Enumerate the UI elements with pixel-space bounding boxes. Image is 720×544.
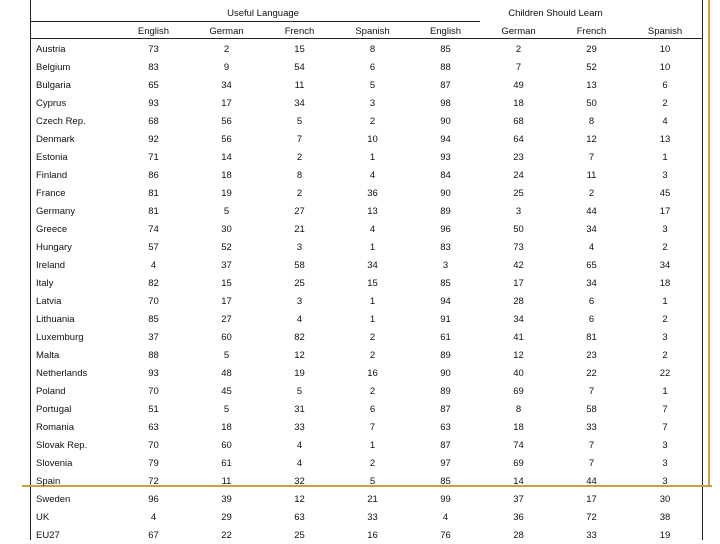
country-cell: Estonia xyxy=(36,151,68,163)
value-cell: 85 xyxy=(440,277,451,289)
table-row xyxy=(30,148,702,166)
value-cell: 17 xyxy=(586,493,597,505)
table-row xyxy=(30,130,702,148)
value-cell: 65 xyxy=(586,259,597,271)
value-cell: 1 xyxy=(662,295,668,307)
country-cell: Malta xyxy=(36,349,60,361)
value-cell: 99 xyxy=(440,493,451,505)
right-rule xyxy=(702,0,703,540)
value-cell: 3 xyxy=(296,241,303,253)
table-row xyxy=(30,166,702,184)
value-cell: 16 xyxy=(367,367,378,379)
table-row xyxy=(30,490,702,508)
value-cell: 50 xyxy=(513,223,524,235)
value-cell: 68 xyxy=(148,115,159,127)
value-cell: 4 xyxy=(369,223,376,235)
country-cell: Slovak Rep. xyxy=(36,439,88,451)
country-cell: Germany xyxy=(36,205,76,217)
value-cell: 17 xyxy=(221,295,232,307)
value-cell: 63 xyxy=(148,421,159,433)
value-cell: 81 xyxy=(148,205,159,217)
value-cell: 3 xyxy=(662,475,668,487)
value-cell: 86 xyxy=(148,169,159,181)
value-cell: 45 xyxy=(659,187,671,199)
value-cell: 90 xyxy=(440,367,451,379)
value-cell: 2 xyxy=(369,331,376,343)
value-cell: 52 xyxy=(221,241,232,253)
value-cell: 22 xyxy=(659,367,671,379)
value-cell: 37 xyxy=(513,493,524,505)
value-cell: 7 xyxy=(515,61,522,73)
value-cell: 34 xyxy=(513,313,524,325)
value-cell: 51 xyxy=(148,403,159,415)
value-cell: 87 xyxy=(440,79,451,91)
value-cell: 87 xyxy=(440,439,451,451)
value-cell: 15 xyxy=(221,277,232,289)
value-cell: 3 xyxy=(662,169,668,181)
value-cell: 33 xyxy=(586,421,597,433)
value-cell: 24 xyxy=(513,169,524,181)
value-cell: 93 xyxy=(148,97,159,109)
value-cell: 2 xyxy=(296,187,303,199)
table-row xyxy=(30,328,702,346)
value-cell: 58 xyxy=(294,259,305,271)
value-cell: 93 xyxy=(148,367,159,379)
country-cell: Poland xyxy=(36,385,66,397)
country-cell: Italy xyxy=(36,277,54,289)
value-cell: 70 xyxy=(148,439,159,451)
value-cell: 4 xyxy=(588,241,595,253)
value-cell: 63 xyxy=(440,421,451,433)
value-cell: 3 xyxy=(662,223,668,235)
value-cell: 21 xyxy=(367,493,378,505)
column-header: Spanish xyxy=(647,26,683,37)
value-cell: 23 xyxy=(586,349,597,361)
value-cell: 22 xyxy=(221,529,232,541)
value-cell: 2 xyxy=(296,151,303,163)
value-cell: 1 xyxy=(369,295,376,307)
value-cell: 10 xyxy=(367,133,378,145)
value-cell: 85 xyxy=(148,313,159,325)
value-cell: 91 xyxy=(440,313,451,325)
value-cell: 65 xyxy=(148,79,159,91)
value-cell: 34 xyxy=(659,259,671,271)
value-cell: 3 xyxy=(515,205,522,217)
value-cell: 31 xyxy=(294,403,305,415)
country-cell: Austria xyxy=(36,43,66,55)
table-row xyxy=(30,94,702,112)
value-cell: 7 xyxy=(662,421,668,433)
value-cell: 84 xyxy=(440,169,451,181)
value-cell: 87 xyxy=(440,403,451,415)
table-row xyxy=(30,418,702,436)
value-cell: 96 xyxy=(440,223,451,235)
value-cell: 94 xyxy=(440,295,451,307)
value-cell: 8 xyxy=(515,403,522,415)
country-cell: Czech Rep. xyxy=(36,115,86,127)
value-cell: 93 xyxy=(440,151,451,163)
value-cell: 5 xyxy=(296,385,303,397)
table-row xyxy=(30,454,702,472)
value-cell: 27 xyxy=(221,313,232,325)
value-cell: 56 xyxy=(221,115,232,127)
value-cell: 2 xyxy=(515,43,522,55)
value-cell: 15 xyxy=(294,43,305,55)
value-cell: 50 xyxy=(586,97,597,109)
value-cell: 64 xyxy=(513,133,524,145)
value-cell: 34 xyxy=(367,259,378,271)
value-cell: 97 xyxy=(440,457,451,469)
value-cell: 2 xyxy=(369,457,376,469)
value-cell: 7 xyxy=(588,439,595,451)
value-cell: 11 xyxy=(221,475,232,487)
value-cell: 39 xyxy=(221,493,232,505)
value-cell: 85 xyxy=(440,43,451,55)
value-cell: 70 xyxy=(148,385,159,397)
value-cell: 29 xyxy=(221,511,232,523)
value-cell: 2 xyxy=(662,313,668,325)
value-cell: 38 xyxy=(659,511,671,523)
value-cell: 73 xyxy=(148,43,159,55)
value-cell: 74 xyxy=(513,439,524,451)
table-row xyxy=(30,472,702,490)
country-cell: Denmark xyxy=(36,133,75,145)
value-cell: 82 xyxy=(294,331,305,343)
value-cell: 2 xyxy=(369,115,376,127)
value-cell: 61 xyxy=(221,457,232,469)
country-cell: Greece xyxy=(36,223,68,235)
value-cell: 90 xyxy=(440,187,451,199)
value-cell: 56 xyxy=(221,133,232,145)
value-cell: 1 xyxy=(369,241,376,253)
table-row xyxy=(30,364,702,382)
value-cell: 34 xyxy=(221,79,232,91)
country-cell: Romania xyxy=(36,421,75,433)
value-cell: 37 xyxy=(221,259,232,271)
value-cell: 58 xyxy=(586,403,597,415)
value-cell: 3 xyxy=(662,331,668,343)
value-cell: 1 xyxy=(662,385,668,397)
value-cell: 6 xyxy=(588,295,595,307)
value-cell: 1 xyxy=(369,439,376,451)
value-cell: 34 xyxy=(294,97,305,109)
highlight-side-rule xyxy=(708,0,710,487)
value-cell: 81 xyxy=(148,187,159,199)
value-cell: 7 xyxy=(662,403,668,415)
value-cell: 61 xyxy=(440,331,451,343)
value-cell: 12 xyxy=(294,493,305,505)
country-cell: Belgium xyxy=(36,61,71,73)
value-cell: 7 xyxy=(588,151,595,163)
table-row xyxy=(30,76,702,94)
value-cell: 79 xyxy=(148,457,159,469)
value-cell: 42 xyxy=(513,259,524,271)
value-cell: 73 xyxy=(513,241,524,253)
value-cell: 4 xyxy=(150,511,157,523)
value-cell: 1 xyxy=(369,313,376,325)
value-cell: 17 xyxy=(513,277,524,289)
column-header: French xyxy=(576,26,607,37)
country-cell: Lithuania xyxy=(36,313,75,325)
value-cell: 71 xyxy=(148,151,159,163)
value-cell: 9 xyxy=(223,61,230,73)
value-cell: 33 xyxy=(367,511,378,523)
value-cell: 2 xyxy=(662,241,668,253)
value-cell: 28 xyxy=(513,529,524,541)
value-cell: 11 xyxy=(586,169,597,181)
value-cell: 36 xyxy=(513,511,524,523)
value-cell: 76 xyxy=(440,529,451,541)
value-cell: 82 xyxy=(148,277,159,289)
country-cell: Netherlands xyxy=(36,367,88,379)
country-cell: Portugal xyxy=(36,403,72,415)
table-row xyxy=(30,238,702,256)
table-row xyxy=(30,274,702,292)
value-cell: 89 xyxy=(440,205,451,217)
value-cell: 88 xyxy=(148,349,159,361)
value-cell: 33 xyxy=(586,529,597,541)
table-row xyxy=(30,310,702,328)
value-cell: 88 xyxy=(440,61,451,73)
value-cell: 13 xyxy=(367,205,378,217)
value-cell: 30 xyxy=(659,493,671,505)
value-cell: 14 xyxy=(513,475,524,487)
country-cell: France xyxy=(36,187,66,199)
value-cell: 94 xyxy=(440,133,451,145)
value-cell: 69 xyxy=(513,457,524,469)
table-row xyxy=(30,112,702,130)
value-cell: 2 xyxy=(223,43,230,55)
column-header: English xyxy=(429,26,462,37)
table-row xyxy=(30,256,702,274)
table-row xyxy=(30,382,702,400)
value-cell: 4 xyxy=(296,439,303,451)
country-cell: Hungary xyxy=(36,241,72,253)
value-cell: 8 xyxy=(369,43,376,55)
value-cell: 40 xyxy=(513,367,524,379)
value-cell: 2 xyxy=(369,349,376,361)
column-header: German xyxy=(501,26,536,37)
value-cell: 83 xyxy=(440,241,451,253)
group-header-row xyxy=(30,4,702,23)
value-cell: 45 xyxy=(221,385,232,397)
value-cell: 68 xyxy=(513,115,524,127)
value-cell: 4 xyxy=(150,259,157,271)
value-cell: 13 xyxy=(586,79,597,91)
value-cell: 29 xyxy=(586,43,597,55)
value-cell: 27 xyxy=(294,205,305,217)
value-cell: 34 xyxy=(586,223,597,235)
value-cell: 2 xyxy=(662,349,668,361)
value-cell: 12 xyxy=(586,133,597,145)
value-cell: 13 xyxy=(659,133,671,145)
value-cell: 44 xyxy=(586,475,597,487)
value-cell: 3 xyxy=(662,457,668,469)
value-cell: 54 xyxy=(294,61,305,73)
value-cell: 2 xyxy=(662,97,668,109)
value-cell: 3 xyxy=(662,439,668,451)
value-cell: 57 xyxy=(148,241,159,253)
value-cell: 4 xyxy=(442,511,449,523)
value-cell: 60 xyxy=(221,439,232,451)
value-cell: 72 xyxy=(586,511,597,523)
value-cell: 34 xyxy=(586,277,597,289)
value-cell: 74 xyxy=(148,223,159,235)
value-cell: 4 xyxy=(369,169,376,181)
value-cell: 6 xyxy=(588,313,595,325)
value-cell: 41 xyxy=(513,331,524,343)
value-cell: 8 xyxy=(296,169,303,181)
value-cell: 25 xyxy=(294,529,305,541)
value-cell: 18 xyxy=(513,97,524,109)
country-cell: EU27 xyxy=(36,529,60,541)
value-cell: 7 xyxy=(369,421,376,433)
country-cell: Luxemburg xyxy=(36,331,84,343)
country-cell: Spain xyxy=(36,475,61,487)
value-cell: 90 xyxy=(440,115,451,127)
value-cell: 10 xyxy=(659,43,671,55)
value-cell: 30 xyxy=(221,223,232,235)
value-cell: 72 xyxy=(148,475,159,487)
value-cell: 3 xyxy=(442,259,449,271)
value-cell: 21 xyxy=(294,223,305,235)
value-cell: 48 xyxy=(221,367,232,379)
value-cell: 32 xyxy=(294,475,305,487)
column-header-row xyxy=(30,23,702,40)
value-cell: 5 xyxy=(369,79,376,91)
value-cell: 22 xyxy=(586,367,597,379)
value-cell: 81 xyxy=(586,331,597,343)
value-cell: 92 xyxy=(148,133,159,145)
table-row xyxy=(30,58,702,76)
value-cell: 98 xyxy=(440,97,451,109)
value-cell: 4 xyxy=(662,115,668,127)
value-cell: 70 xyxy=(148,295,159,307)
value-cell: 17 xyxy=(659,205,671,217)
country-cell: Bulgaria xyxy=(36,79,71,91)
value-cell: 52 xyxy=(586,61,597,73)
value-cell: 19 xyxy=(659,529,671,541)
value-cell: 3 xyxy=(369,97,376,109)
value-cell: 1 xyxy=(369,151,376,163)
value-cell: 25 xyxy=(513,187,524,199)
country-cell: Ireland xyxy=(36,259,66,271)
value-cell: 12 xyxy=(513,349,524,361)
value-cell: 1 xyxy=(662,151,668,163)
value-cell: 4 xyxy=(296,457,303,469)
value-cell: 18 xyxy=(513,421,524,433)
table-row xyxy=(30,346,702,364)
column-header: French xyxy=(284,26,315,37)
value-cell: 89 xyxy=(440,385,451,397)
table-row xyxy=(30,220,702,238)
value-cell: 19 xyxy=(221,187,232,199)
value-cell: 83 xyxy=(148,61,159,73)
value-cell: 17 xyxy=(221,97,232,109)
value-cell: 6 xyxy=(662,79,668,91)
group-header-children: Children Should Learn xyxy=(508,8,603,19)
column-header: German xyxy=(209,26,244,37)
value-cell: 67 xyxy=(148,529,159,541)
value-cell: 5 xyxy=(223,205,230,217)
table-row xyxy=(30,508,702,526)
country-cell: UK xyxy=(36,511,50,523)
value-cell: 7 xyxy=(588,457,595,469)
table-row xyxy=(30,436,702,454)
value-cell: 10 xyxy=(659,61,671,73)
value-cell: 12 xyxy=(294,349,305,361)
country-cell: Slovenia xyxy=(36,457,73,469)
value-cell: 7 xyxy=(296,133,303,145)
country-cell: Latvia xyxy=(36,295,62,307)
value-cell: 25 xyxy=(294,277,305,289)
value-cell: 2 xyxy=(369,385,376,397)
value-cell: 28 xyxy=(513,295,524,307)
value-cell: 5 xyxy=(369,475,376,487)
value-cell: 6 xyxy=(369,61,376,73)
value-cell: 23 xyxy=(513,151,524,163)
value-cell: 33 xyxy=(294,421,305,433)
language-table xyxy=(30,4,702,544)
value-cell: 8 xyxy=(588,115,595,127)
value-cell: 4 xyxy=(296,313,303,325)
value-cell: 16 xyxy=(367,529,378,541)
value-cell: 18 xyxy=(221,421,232,433)
value-cell: 69 xyxy=(513,385,524,397)
value-cell: 89 xyxy=(440,349,451,361)
column-header: English xyxy=(137,26,170,37)
value-cell: 6 xyxy=(369,403,376,415)
table-row xyxy=(30,526,702,544)
country-cell: Finland xyxy=(36,169,68,181)
table-row xyxy=(30,202,702,220)
value-cell: 36 xyxy=(367,187,378,199)
value-cell: 5 xyxy=(223,403,230,415)
country-cell: Cyprus xyxy=(36,97,67,109)
value-cell: 5 xyxy=(223,349,230,361)
value-cell: 85 xyxy=(440,475,451,487)
table-row xyxy=(30,184,702,202)
group-header-useful: Useful Language xyxy=(227,8,299,19)
value-cell: 18 xyxy=(221,169,232,181)
table-row xyxy=(30,40,702,58)
value-cell: 5 xyxy=(296,115,303,127)
value-cell: 14 xyxy=(221,151,232,163)
value-cell: 15 xyxy=(367,277,378,289)
table-row xyxy=(30,292,702,310)
value-cell: 19 xyxy=(294,367,305,379)
value-cell: 37 xyxy=(148,331,159,343)
country-cell: Sweden xyxy=(36,493,71,505)
value-cell: 3 xyxy=(296,295,303,307)
table-body xyxy=(30,40,702,544)
value-cell: 44 xyxy=(586,205,597,217)
value-cell: 96 xyxy=(148,493,159,505)
value-cell: 18 xyxy=(659,277,671,289)
value-cell: 49 xyxy=(513,79,524,91)
value-cell: 11 xyxy=(294,79,305,91)
value-cell: 63 xyxy=(294,511,305,523)
column-header: Spanish xyxy=(355,26,390,37)
value-cell: 2 xyxy=(588,187,595,199)
value-cell: 7 xyxy=(588,385,595,397)
table-row xyxy=(30,400,702,418)
value-cell: 60 xyxy=(221,331,232,343)
